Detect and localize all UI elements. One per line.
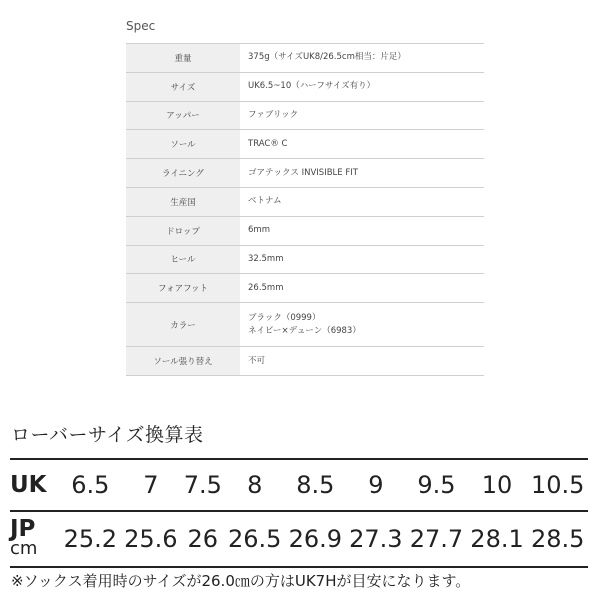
jp-label: JP (10, 516, 36, 542)
spec-label: フォアフット (126, 274, 240, 303)
color-value-1: ブラック（0999） (248, 312, 321, 323)
spec-row (126, 72, 484, 101)
uk-size: 8 (247, 471, 263, 499)
spec-value: UK6.5~10（ハーフサイズ有り） (240, 72, 484, 101)
size-chart-table (10, 458, 588, 568)
spec-row (126, 187, 484, 216)
spec-table (126, 43, 484, 376)
jp-size: 25.6 (124, 525, 178, 553)
uk-size: 10.5 (530, 471, 585, 499)
spec-value (240, 303, 484, 347)
size-note: ※ソックス着用時のサイズが26.0㎝の方はUK7Hが目安になります。 (11, 572, 471, 590)
spec-row (126, 130, 484, 159)
spec-label: 重量 (126, 44, 240, 73)
jp-size: 26.9 (288, 525, 342, 553)
uk-header: UK (10, 472, 47, 498)
uk-size: 9.5 (417, 471, 456, 499)
spec-title: Spec (126, 19, 156, 33)
spec-value: 375g（サイズUK8/26.5cm相当：片足） (240, 44, 484, 73)
spec-row (126, 44, 484, 73)
spec-label: カラー (126, 303, 240, 347)
jp-size: 25.2 (63, 525, 117, 553)
jp-size: 26.5 (227, 525, 282, 553)
spec-label: ドロップ (126, 216, 240, 245)
spec-value: 6mm (240, 216, 484, 245)
spec-value: 32.5mm (240, 245, 484, 274)
color-value-2: ネイビー×デューン（6983） (248, 325, 361, 336)
spec-value: 26.5mm (240, 274, 484, 303)
uk-size: 6.5 (71, 471, 110, 499)
jp-size: 27.3 (349, 525, 403, 553)
spec-label: ソール張り替え (126, 347, 240, 376)
spec-row (126, 245, 484, 274)
uk-row (10, 459, 588, 511)
size-chart-title: ローバーサイズ換算表 (11, 424, 204, 446)
spec-value: ファブリック (240, 101, 484, 130)
uk-size: 8.5 (296, 471, 335, 499)
spec-label: 生産国 (126, 187, 240, 216)
spec-value: ベトナム (240, 187, 484, 216)
spec-label: ライニング (126, 159, 240, 188)
uk-size: 7.5 (183, 471, 222, 499)
jp-size: 26 (187, 525, 219, 553)
jp-unit: cm (10, 538, 38, 559)
spec-row (126, 216, 484, 245)
jp-size: 27.7 (409, 525, 464, 553)
spec-row (126, 101, 484, 130)
spec-label: アッパー (126, 101, 240, 130)
spec-value: TRAC® C (240, 130, 484, 159)
spec-value: ゴアテックス INVISIBLE FIT (240, 159, 484, 188)
spec-label: ソール (126, 130, 240, 159)
uk-size: 9 (368, 471, 384, 499)
jp-row (10, 511, 588, 567)
jp-size: 28.5 (530, 525, 585, 553)
spec-value: 不可 (240, 347, 484, 376)
spec-label: サイズ (126, 72, 240, 101)
spec-row (126, 347, 484, 376)
uk-size: 10 (481, 471, 513, 499)
jp-header (10, 511, 60, 567)
spec-row (126, 274, 484, 303)
spec-row (126, 303, 484, 347)
spec-row (126, 159, 484, 188)
uk-size: 7 (143, 471, 159, 499)
jp-size: 28.1 (470, 525, 524, 553)
spec-label: ヒール (126, 245, 240, 274)
